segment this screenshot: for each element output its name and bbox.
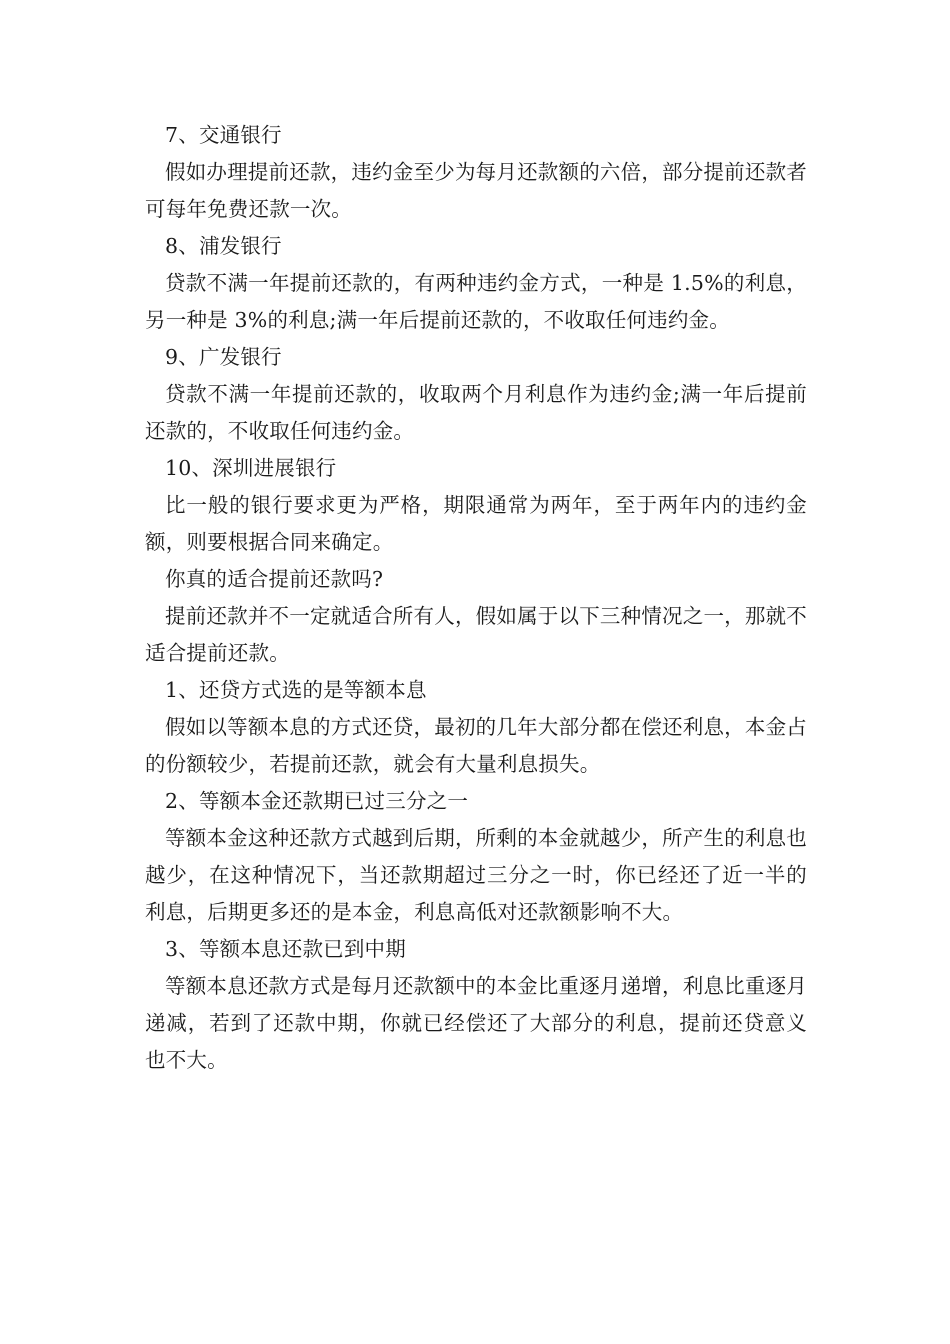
heading-bank-8: 8、浦发银行 [165,234,282,258]
heading-bank-9: 9、广发银行 [165,345,282,369]
heading-case-1: 1、还贷方式选的是等额本息 [165,678,427,702]
paragraph-case-1: 假如以等额本息的方式还贷，最初的几年大部分都在偿还利息，本金占的份额较少，若提前还款，就会有大量利息损失。 [145,715,807,776]
paragraph-intro: 提前还款并不一定就适合所有人，假如属于以下三种情况之一，那就不适合提前还款。 [145,604,807,665]
heading-case-3: 3、等额本息还款已到中期 [165,937,406,961]
paragraph-case-2: 等额本金这种还款方式越到后期，所剩的本金就越少，所产生的利息也越少，在这种情况下，当还款期超过三分之一时，你已经还了近一半的利息，后期更多还的是本金，利息高低对还款额影响不大。 [145,826,807,924]
paragraph-bank-9: 贷款不满一年提前还款的，收取两个月利息作为违约金;满一年后提前还款的，不收取任何违约金。 [145,382,807,443]
paragraph-bank-8: 贷款不满一年提前还款的，有两种违约金方式，一种是 1.5%的利息，另一种是 3%的利息;满一年后提前还款的，不收取任何违约金。 [145,271,807,332]
section-question: 你真的适合提前还款吗? [165,567,384,591]
heading-bank-10: 10、深圳进展银行 [165,456,337,480]
heading-case-2: 2、等额本金还款期已过三分之一 [165,789,469,813]
heading-bank-7: 7、交通银行 [165,123,282,147]
paragraph-bank-10: 比一般的银行要求更为严格，期限通常为两年，至于两年内的违约金额，则要根据合同来确定。 [145,493,807,554]
document-page [145,117,807,1079]
paragraph-case-3: 等额本息还款方式是每月还款额中的本金比重逐月递增，利息比重逐月递减，若到了还款中期，你就已经偿还了大部分的利息，提前还贷意义也不大。 [145,974,807,1072]
paragraph-bank-7: 假如办理提前还款，违约金至少为每月还款额的六倍，部分提前还款者可每年免费还款一次。 [145,160,807,221]
